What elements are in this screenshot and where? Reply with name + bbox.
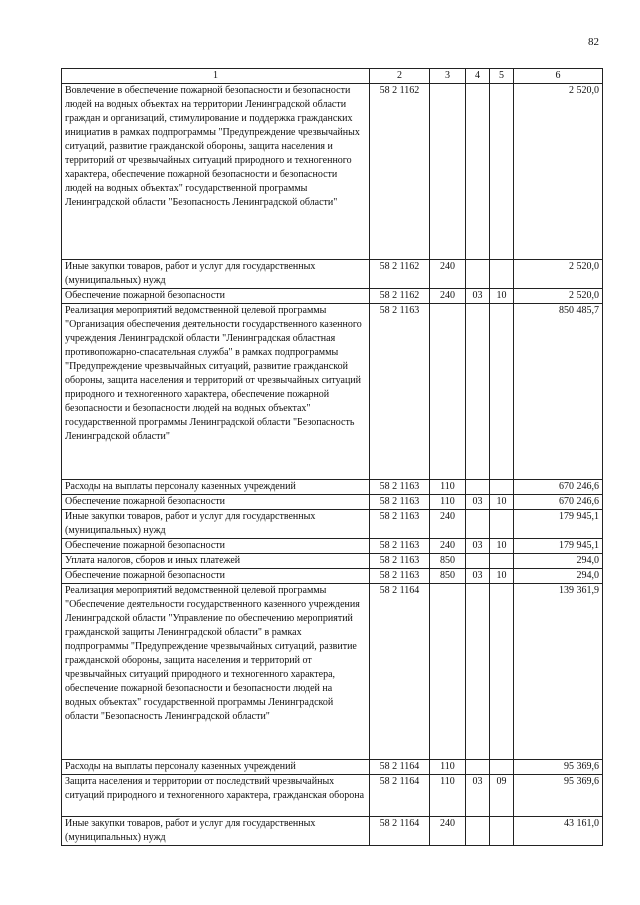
table-row [62,569,603,584]
header-col-2: 2 [370,69,430,84]
table-row [62,260,603,289]
table-row [62,495,603,510]
row-sum-cell: 294,0 [514,569,603,584]
row-vr-cell: 110 [430,480,466,495]
row-sum-cell: 670 246,6 [514,480,603,495]
row-vr-cell [430,84,466,260]
row-code-cell: 58 2 1163 [370,554,430,569]
row-rz-cell [466,480,490,495]
row-name-cell: Обеспечение пожарной безопасности [62,539,370,554]
row-rz-cell: 03 [466,539,490,554]
header-col-4: 4 [466,69,490,84]
row-vr-cell: 240 [430,539,466,554]
row-sum-cell: 179 945,1 [514,510,603,539]
header-col-6: 6 [514,69,603,84]
row-code-cell: 58 2 1164 [370,584,430,760]
row-code-cell: 58 2 1163 [370,539,430,554]
row-pr-cell: 10 [490,539,514,554]
row-name-cell: Реализация мероприятий ведомственной целевой программы "Обеспечение деятельности государственного казенного учреждения Ленинградской области "Управление по обеспечению мероприятий гражданской защиты Ленинградской области" в рамках подпрограммы "Предупреждение чрезвычайных ситуаций, развитие гражданской обороны, защита населения и территорий от чрезвычайных ситуаций природного и техногенного характера, обеспечение пожарной безопасности и безопасности людей на водных объектах" государственной программы Ленинградской области "Безопасность Ленинградской области" [62,584,370,760]
row-sum-cell: 2 520,0 [514,289,603,304]
row-pr-cell [490,480,514,495]
row-vr-cell: 850 [430,569,466,584]
row-vr-cell [430,304,466,480]
row-pr-cell: 10 [490,569,514,584]
row-sum-cell: 2 520,0 [514,84,603,260]
table-row [62,817,603,846]
row-code-cell: 58 2 1163 [370,569,430,584]
row-vr-cell: 850 [430,554,466,569]
table-row [62,760,603,775]
header-row [62,69,603,84]
row-rz-cell: 03 [466,569,490,584]
row-rz-cell [466,760,490,775]
row-code-cell: 58 2 1164 [370,817,430,846]
row-name-cell: Обеспечение пожарной безопасности [62,289,370,304]
row-name-cell: Вовлечение в обеспечение пожарной безопасности и безопасности людей на водных объектах на территории Ленинградской области граждан и организаций, стимулирование и поддержка гражданских инициатив в рамках подпрограммы "Предупреждение чрезвычайных ситуаций, развитие гражданской обороны, защита населения и территорий от чрезвычайных ситуаций природного и техногенного характера, обеспечение пожарной безопасности и безопасности людей на водных объектах" государственной программы Ленинградской области "Безопасность Ленинградской области" [62,84,370,260]
row-rz-cell [466,84,490,260]
row-code-cell: 58 2 1163 [370,304,430,480]
row-sum-cell: 95 369,6 [514,775,603,817]
row-pr-cell [490,304,514,480]
row-pr-cell [490,584,514,760]
row-code-cell: 58 2 1162 [370,260,430,289]
row-sum-cell: 670 246,6 [514,495,603,510]
row-vr-cell: 240 [430,510,466,539]
row-pr-cell: 10 [490,495,514,510]
row-vr-cell [430,584,466,760]
row-code-cell: 58 2 1162 [370,289,430,304]
row-code-cell: 58 2 1164 [370,760,430,775]
row-code-cell: 58 2 1163 [370,495,430,510]
row-pr-cell [490,84,514,260]
row-vr-cell: 240 [430,289,466,304]
row-name-cell: Расходы на выплаты персоналу казенных учреждений [62,760,370,775]
row-pr-cell [490,510,514,539]
row-sum-cell: 139 361,9 [514,584,603,760]
row-name-cell: Обеспечение пожарной безопасности [62,569,370,584]
table-row [62,480,603,495]
row-name-cell: Расходы на выплаты персоналу казенных учреждений [62,480,370,495]
row-rz-cell [466,304,490,480]
row-code-cell: 58 2 1163 [370,480,430,495]
row-sum-cell: 179 945,1 [514,539,603,554]
row-name-cell: Иные закупки товаров, работ и услуг для государственных (муниципальных) нужд [62,510,370,539]
row-rz-cell: 03 [466,289,490,304]
row-rz-cell: 03 [466,775,490,817]
row-name-cell: Обеспечение пожарной безопасности [62,495,370,510]
row-pr-cell: 10 [490,289,514,304]
row-sum-cell: 294,0 [514,554,603,569]
table-row [62,554,603,569]
row-pr-cell [490,817,514,846]
row-sum-cell: 95 369,6 [514,760,603,775]
table-row [62,584,603,760]
table-row [62,304,603,480]
row-pr-cell [490,760,514,775]
table-row [62,84,603,260]
row-sum-cell: 43 161,0 [514,817,603,846]
header-col-5: 5 [490,69,514,84]
row-name-cell: Реализация мероприятий ведомственной целевой программы "Организация обеспечения деятельности государственного казенного учреждения Ленинградской области "Ленинградская областная противопожарно-спасательная служба" в рамках подпрограммы "Предупреждение чрезвычайных ситуаций, развитие гражданской обороны, защита населения и территорий от чрезвычайных ситуаций природного и техногенного характера, обеспечение пожарной безопасности и безопасности людей на водных объектах" государственной программы Ленинградской области "Безопасность Ленинградской области" [62,304,370,480]
budget-table [61,68,603,846]
header-col-3: 3 [430,69,466,84]
table-row [62,289,603,304]
header-col-1: 1 [62,69,370,84]
row-name-cell: Уплата налогов, сборов и иных платежей [62,554,370,569]
row-rz-cell: 03 [466,495,490,510]
row-vr-cell: 110 [430,775,466,817]
row-vr-cell: 110 [430,495,466,510]
row-name-cell: Иные закупки товаров, работ и услуг для государственных (муниципальных) нужд [62,817,370,846]
row-rz-cell [466,817,490,846]
table-row [62,510,603,539]
table-row [62,539,603,554]
row-pr-cell [490,554,514,569]
row-vr-cell: 240 [430,260,466,289]
table-row [62,775,603,817]
row-name-cell: Иные закупки товаров, работ и услуг для государственных (муниципальных) нужд [62,260,370,289]
row-rz-cell [466,510,490,539]
row-pr-cell: 09 [490,775,514,817]
row-name-cell: Защита населения и территории от последствий чрезвычайных ситуаций природного и техногенного характера, гражданская оборона [62,775,370,817]
row-pr-cell [490,260,514,289]
row-code-cell: 58 2 1164 [370,775,430,817]
row-sum-cell: 850 485,7 [514,304,603,480]
page-number: 82 [588,36,599,48]
row-code-cell: 58 2 1162 [370,84,430,260]
row-vr-cell: 240 [430,817,466,846]
row-sum-cell: 2 520,0 [514,260,603,289]
row-rz-cell [466,584,490,760]
row-rz-cell [466,260,490,289]
row-vr-cell: 110 [430,760,466,775]
row-code-cell: 58 2 1163 [370,510,430,539]
row-rz-cell [466,554,490,569]
